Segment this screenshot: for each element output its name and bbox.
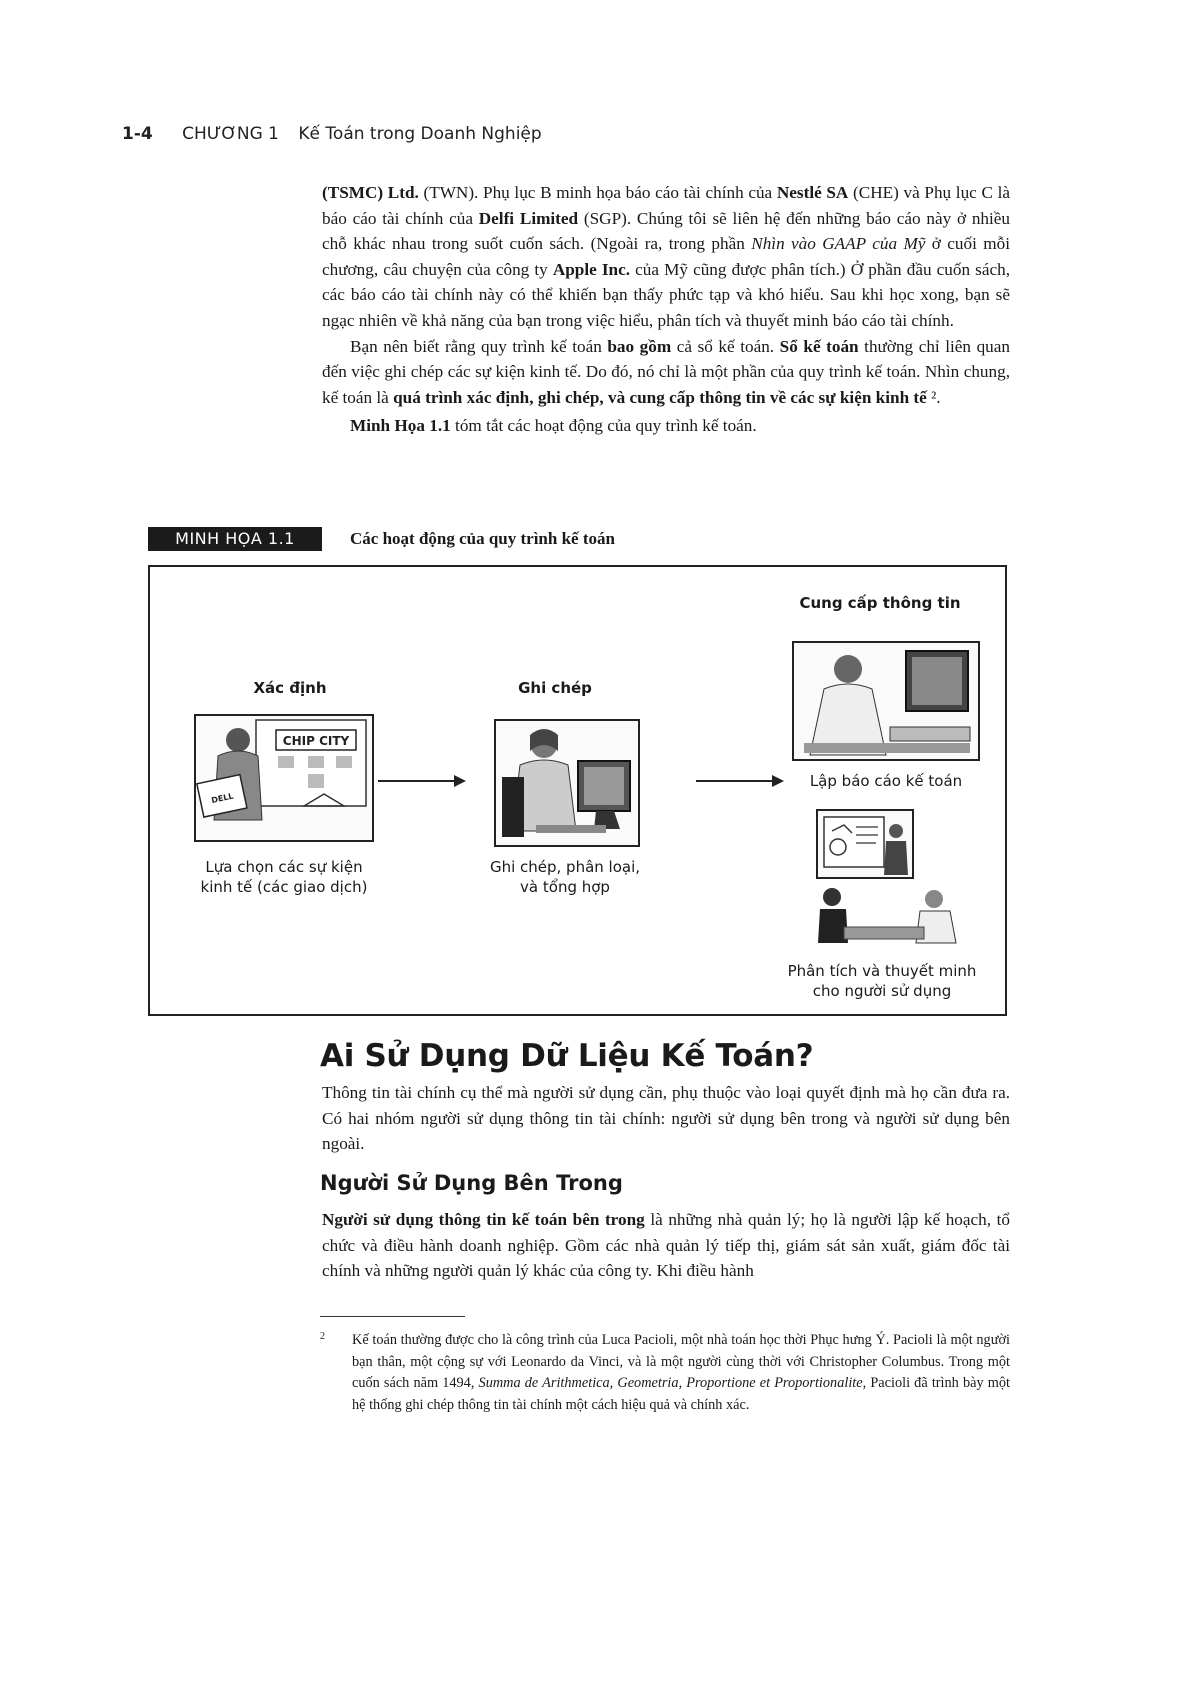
report-caption: Lập báo cáo kế toán <box>809 772 963 790</box>
footnote-number: 2 <box>320 1331 325 1342</box>
chapter-label: CHƯƠNG 1 <box>182 124 279 144</box>
record-caption <box>470 857 660 897</box>
exhibit-figure <box>148 565 1007 1016</box>
arrow-right-icon <box>376 773 468 789</box>
footnote <box>320 1330 1010 1416</box>
page-number: 1-4 <box>122 124 153 144</box>
record-illustration <box>494 719 640 847</box>
record-caption-line-1: Ghi chép, phân loại, <box>489 858 641 876</box>
communicate-heading: Cung cấp thông tin <box>799 594 961 612</box>
intro-paragraph-1: (TSMC) Ltd. (TWN). Phụ lục B minh họa báo cáo tài chính của Nestlé SA (CHE) và Phụ lục C là báo cáo tài chính của Delfi Limited (SGP). Chúng tôi sẽ liên hệ đến những báo cáo này ở nhiều chỗ khác nhau trong suốt cuốn sách. (Ngoài ra, trong phần Nhìn vào GAAP của Mỹ ở cuối mỗi chương, câu chuyện của công ty Apple Inc. của Mỹ cũng được phân tích.) Ở phần đầu cuốn sách, các báo cáo tài chính này có thể khiến bạn thấy phức tạp và khó hiểu. Sau khi học xong, bạn sẽ ngạc nhiên về khả năng của bạn trong việc hiểu, phân tích và thuyết minh báo cáo tài chính. <box>322 183 1011 330</box>
discussion-illustration <box>816 883 966 947</box>
exhibit-label: MINH HỌA 1.1 <box>148 527 322 551</box>
exhibit-title: Các hoạt động của quy trình kế toán <box>350 529 615 548</box>
subsection-text <box>322 1207 1010 1284</box>
analysis-caption-line-1: Phân tích và thuyết minh <box>787 962 977 980</box>
report-illustration <box>792 641 980 761</box>
analysis-caption-line-2: cho người sử dụng <box>812 982 952 1000</box>
subsection-title: Người Sử Dụng Bên Trong <box>320 1171 623 1195</box>
record-caption-line-2: và tổng hợp <box>520 878 610 896</box>
subsection-paragraph-1: Người sử dụng thông tin kế toán bên trong là những nhà quản lý; họ là người lập kế hoạch, tổ chức và điều hành doanh nghiệp. Gồm các nhà quản lý tiếp thị, giám sát sản xuất, giám đốc tài chính và những người quản lý khác của công ty. Khi điều hành <box>322 1210 1010 1281</box>
identify-caption-line-1: Lựa chọn các sự kiện <box>205 858 363 876</box>
analysis-caption <box>772 961 992 1001</box>
section-paragraph-1: Thông tin tài chính cụ thể mà người sử dụng cần, phụ thuộc vào loại quyết định mà họ cần đưa ra. Có hai nhóm người sử dụng thông tin tài chính: người sử dụng bên trong và người sử dụng bên ngoài. <box>322 1083 1010 1154</box>
identify-caption <box>174 857 394 897</box>
chapter-title: Kế Toán trong Doanh Nghiệp <box>298 124 542 144</box>
identify-illustration <box>194 714 374 842</box>
chip-city-sign: CHIP CITY <box>282 734 350 748</box>
intro-text <box>322 180 1010 439</box>
intro-paragraph-3: Minh Họa 1.1 tóm tắt các hoạt động của quy trình kế toán. <box>350 416 757 436</box>
arrow-right-icon <box>694 773 786 789</box>
section-title: Ai Sử Dụng Dữ Liệu Kế Toán? <box>320 1038 814 1074</box>
identify-caption-line-2: kinh tế (các giao dịch) <box>200 878 368 896</box>
record-heading: Ghi chép <box>518 679 592 697</box>
identify-heading: Xác định <box>253 679 327 697</box>
footnote-rule <box>320 1316 465 1317</box>
running-header <box>122 124 542 144</box>
footnote-text: Kế toán thường được cho là công trình của Luca Pacioli, một nhà toán học thời Phục hưng Ý. Pacioli là một người bạn thân, một cộng sự với Leonardo da Vinci, và là một người cùng thời với Christopher Columbus. Trong một cuốn sách năm 1494, Summa de Arithmetica, Geometria, Proportione et Proportionalite, Pacioli đã trình bày một hệ thống ghi chép thông tin tài chính một cách hiệu quả và chính xác. <box>352 1332 1010 1413</box>
presentation-illustration <box>816 809 914 879</box>
box-label: DELL <box>210 791 235 806</box>
intro-paragraph-2: Bạn nên biết rằng quy trình kế toán bao gồm cả sổ kế toán. Sổ kế toán thường chỉ liên quan đến việc ghi chép các sự kiện kinh tế. Do đó, nó chỉ là một phần của quy trình kế toán. Nhìn chung, kế toán là quá trình xác định, ghi chép, và cung cấp thông tin về các sự kiện kinh tế ². <box>322 336 1010 407</box>
section-intro <box>322 1080 1010 1157</box>
